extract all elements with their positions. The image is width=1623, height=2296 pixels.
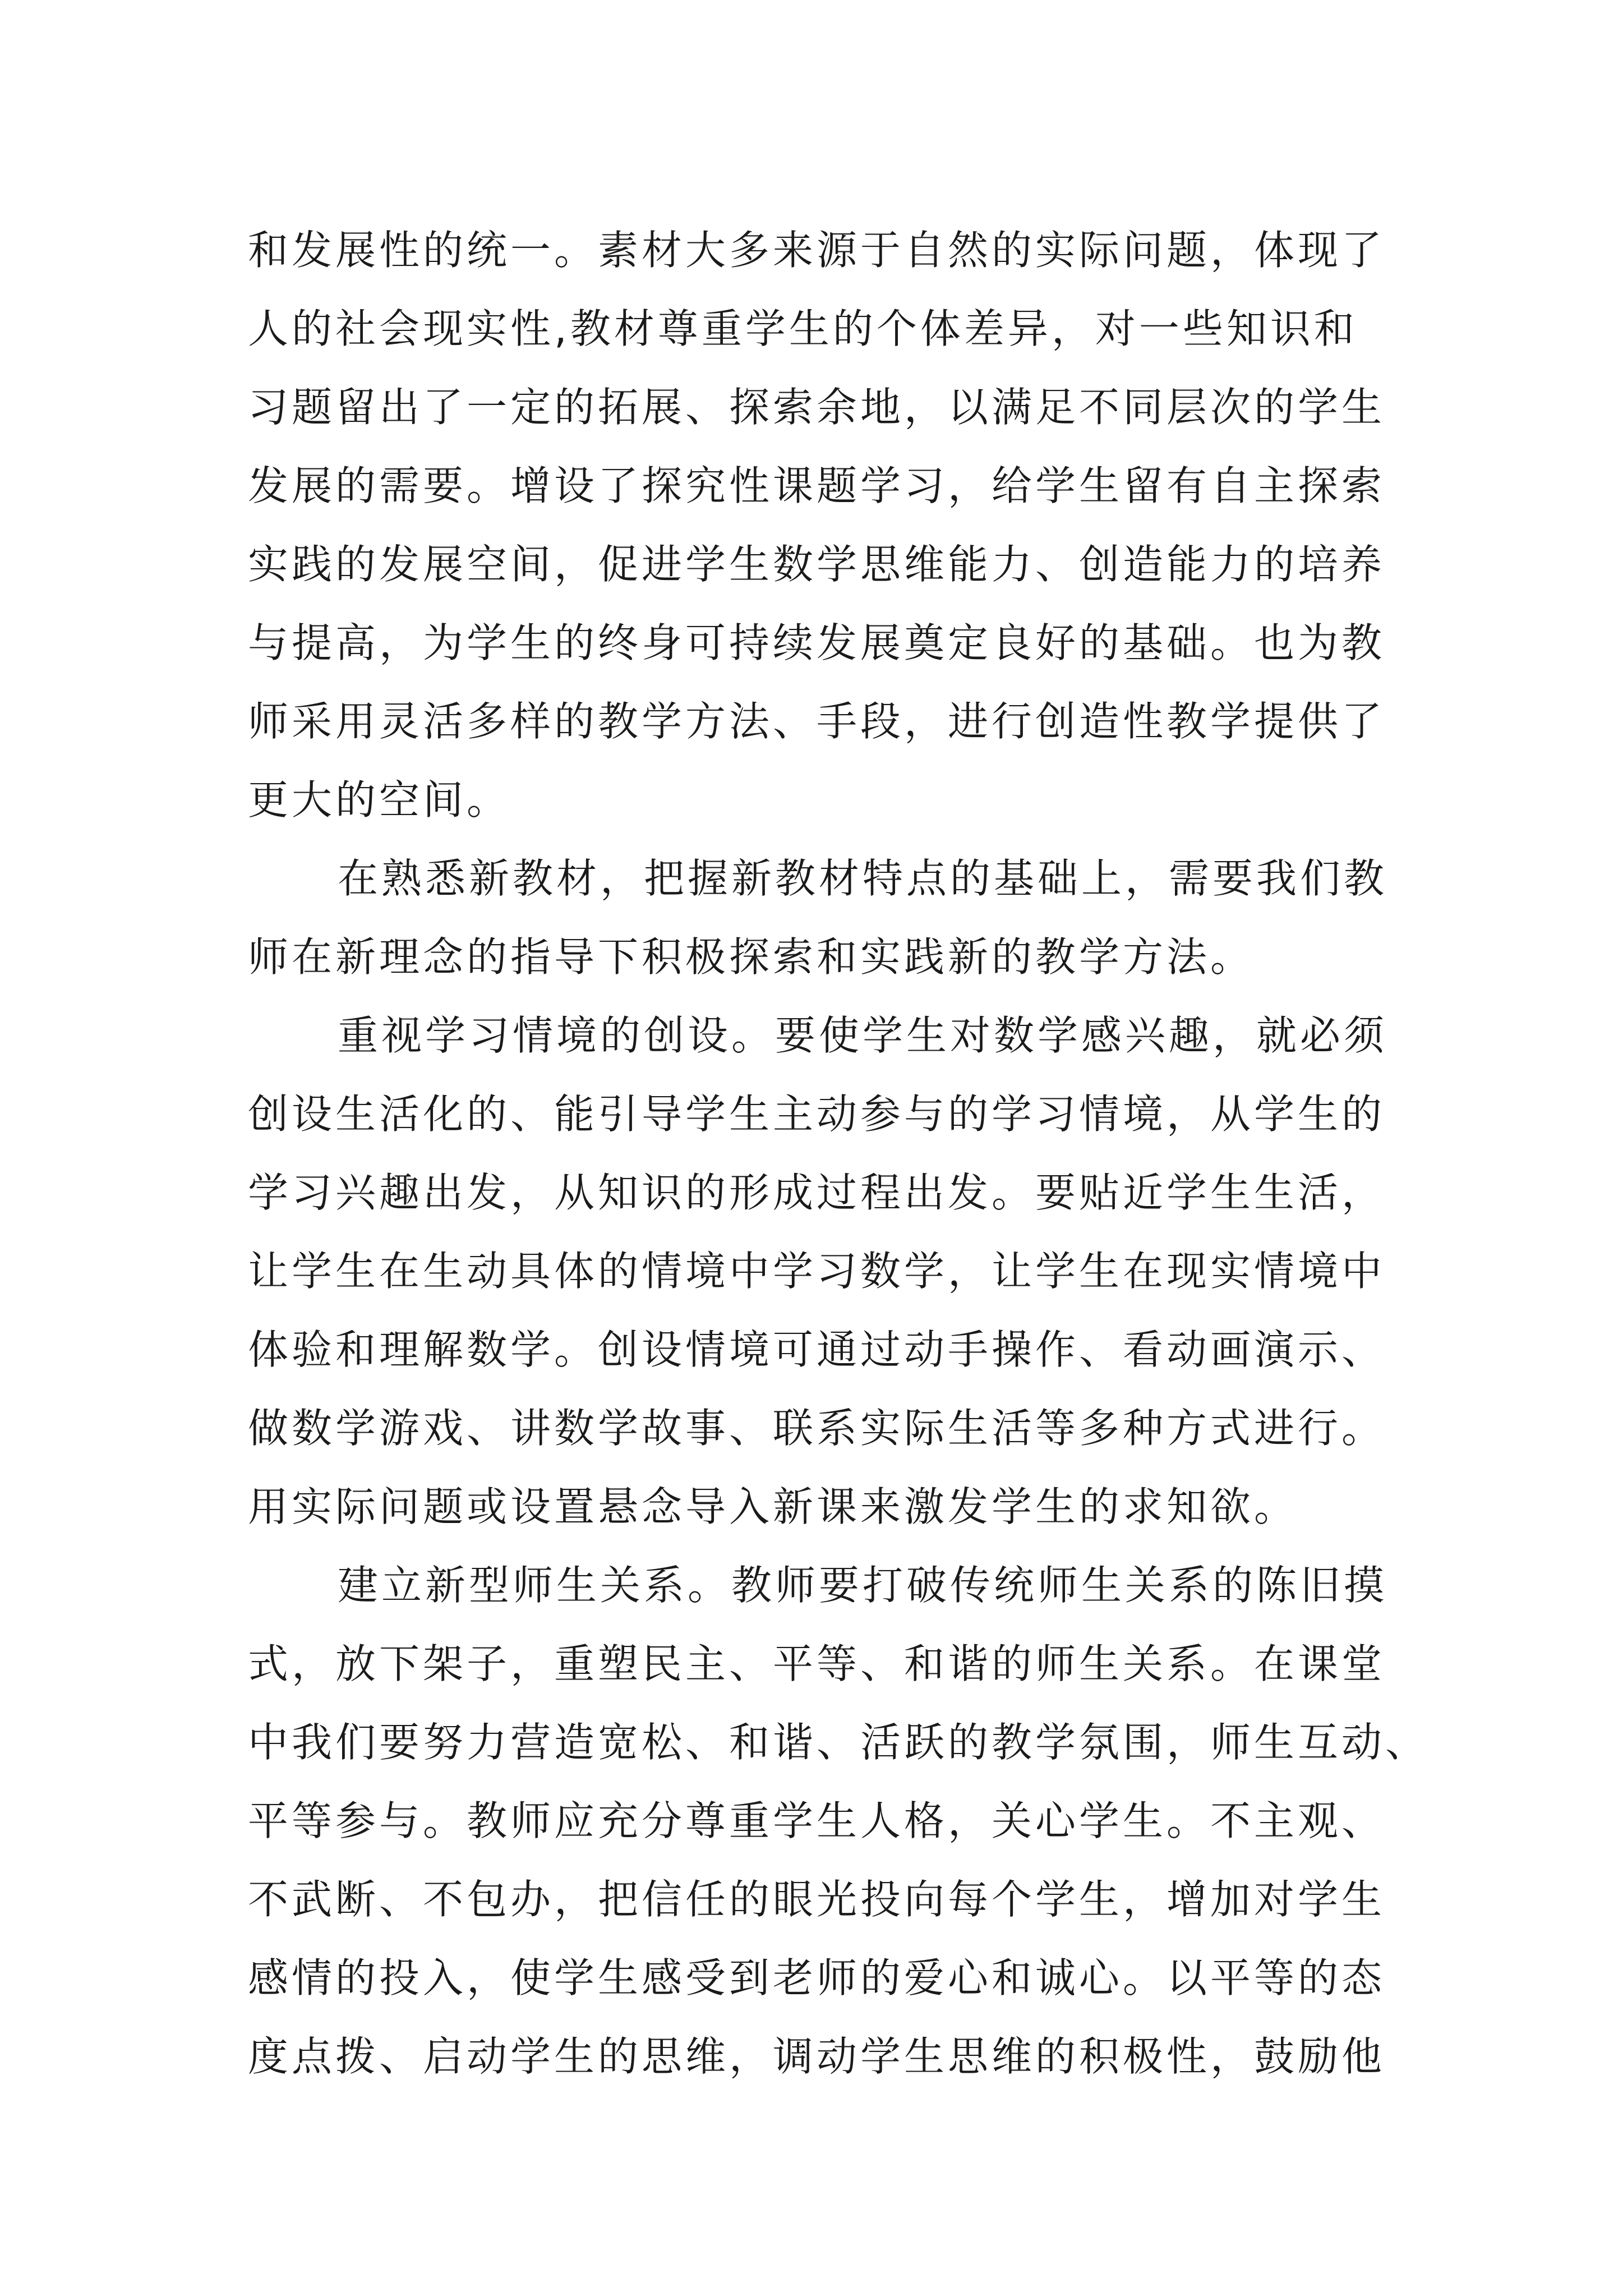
text-line: 平等参与。教师应充分尊重学生人格，关心学生。不主观、 xyxy=(248,1797,1386,1844)
text-line: 不武断、不包办，把信任的眼光投向每个学生，增加对学生 xyxy=(248,1876,1386,1923)
text-line: 与提高，为学生的终身可持续发展奠定良好的基础。也为教 xyxy=(248,619,1386,666)
paragraph xyxy=(248,839,1392,996)
text-line: 更大的空间。 xyxy=(248,776,511,823)
text-line: 学习兴趣出发，从知识的形成过程出发。要贴近学生生活， xyxy=(248,1169,1386,1216)
paragraph xyxy=(248,211,1392,839)
text-line: 师采用灵活多样的教学方法、手段，进行创造性教学提供了 xyxy=(248,698,1386,745)
text-line: 和发展性的统一。素材大多来源于自然的实际问题，体现了 xyxy=(248,227,1386,274)
text-line: 人的社会现实性,教材尊重学生的个体差异，对一些知识和 xyxy=(248,305,1358,352)
paragraph xyxy=(248,1546,1430,2096)
document-body xyxy=(248,211,1430,2096)
text-line: 习题留出了一定的拓展、探索余地，以满足不同层次的学生 xyxy=(248,384,1386,431)
text-line: 式，放下架子，重塑民主、平等、和谐的师生关系。在课堂 xyxy=(248,1640,1386,1687)
text-line: 感情的投入，使学生感受到老师的爱心和诚心。以平等的态 xyxy=(248,1954,1386,2001)
text-line: 用实际问题或设置悬念导入新课来激发学生的求知欲。 xyxy=(248,1483,1298,1530)
text-line: 中我们要努力营造宽松、和谐、活跃的教学氛围，师生互动、 xyxy=(248,1719,1430,1766)
text-line: 建立新型师生关系。教师要打破传统师生关系的陈旧摸 xyxy=(338,1562,1388,1609)
text-line: 让学生在生动具体的情境中学习数学，让学生在现实情境中 xyxy=(248,1248,1386,1295)
text-line: 体验和理解数学。创设情境可通过动手操作、看动画演示、 xyxy=(248,1326,1386,1373)
text-line: 做数学游戏、讲数学故事、联系实际生活等多种方式进行。 xyxy=(248,1405,1386,1452)
text-line: 发展的需要。增设了探究性课题学习，给学生留有自主探索 xyxy=(248,462,1386,509)
text-line: 度点拨、启动学生的思维，调动学生思维的积极性，鼓励他 xyxy=(248,2033,1386,2080)
paragraph xyxy=(248,996,1392,1546)
text-line: 实践的发展空间，促进学生数学思维能力、创造能力的培养 xyxy=(248,541,1386,588)
text-line: 师在新理念的指导下积极探索和实践新的教学方法。 xyxy=(248,933,1255,981)
text-line: 重视学习情境的创设。要使学生对数学感兴趣，就必须 xyxy=(338,1012,1388,1059)
text-line: 创设生活化的、能引导学生主动参与的学习情境，从学生的 xyxy=(248,1091,1386,1138)
text-line: 在熟悉新教材，把握新教材特点的基础上，需要我们教 xyxy=(338,855,1388,902)
